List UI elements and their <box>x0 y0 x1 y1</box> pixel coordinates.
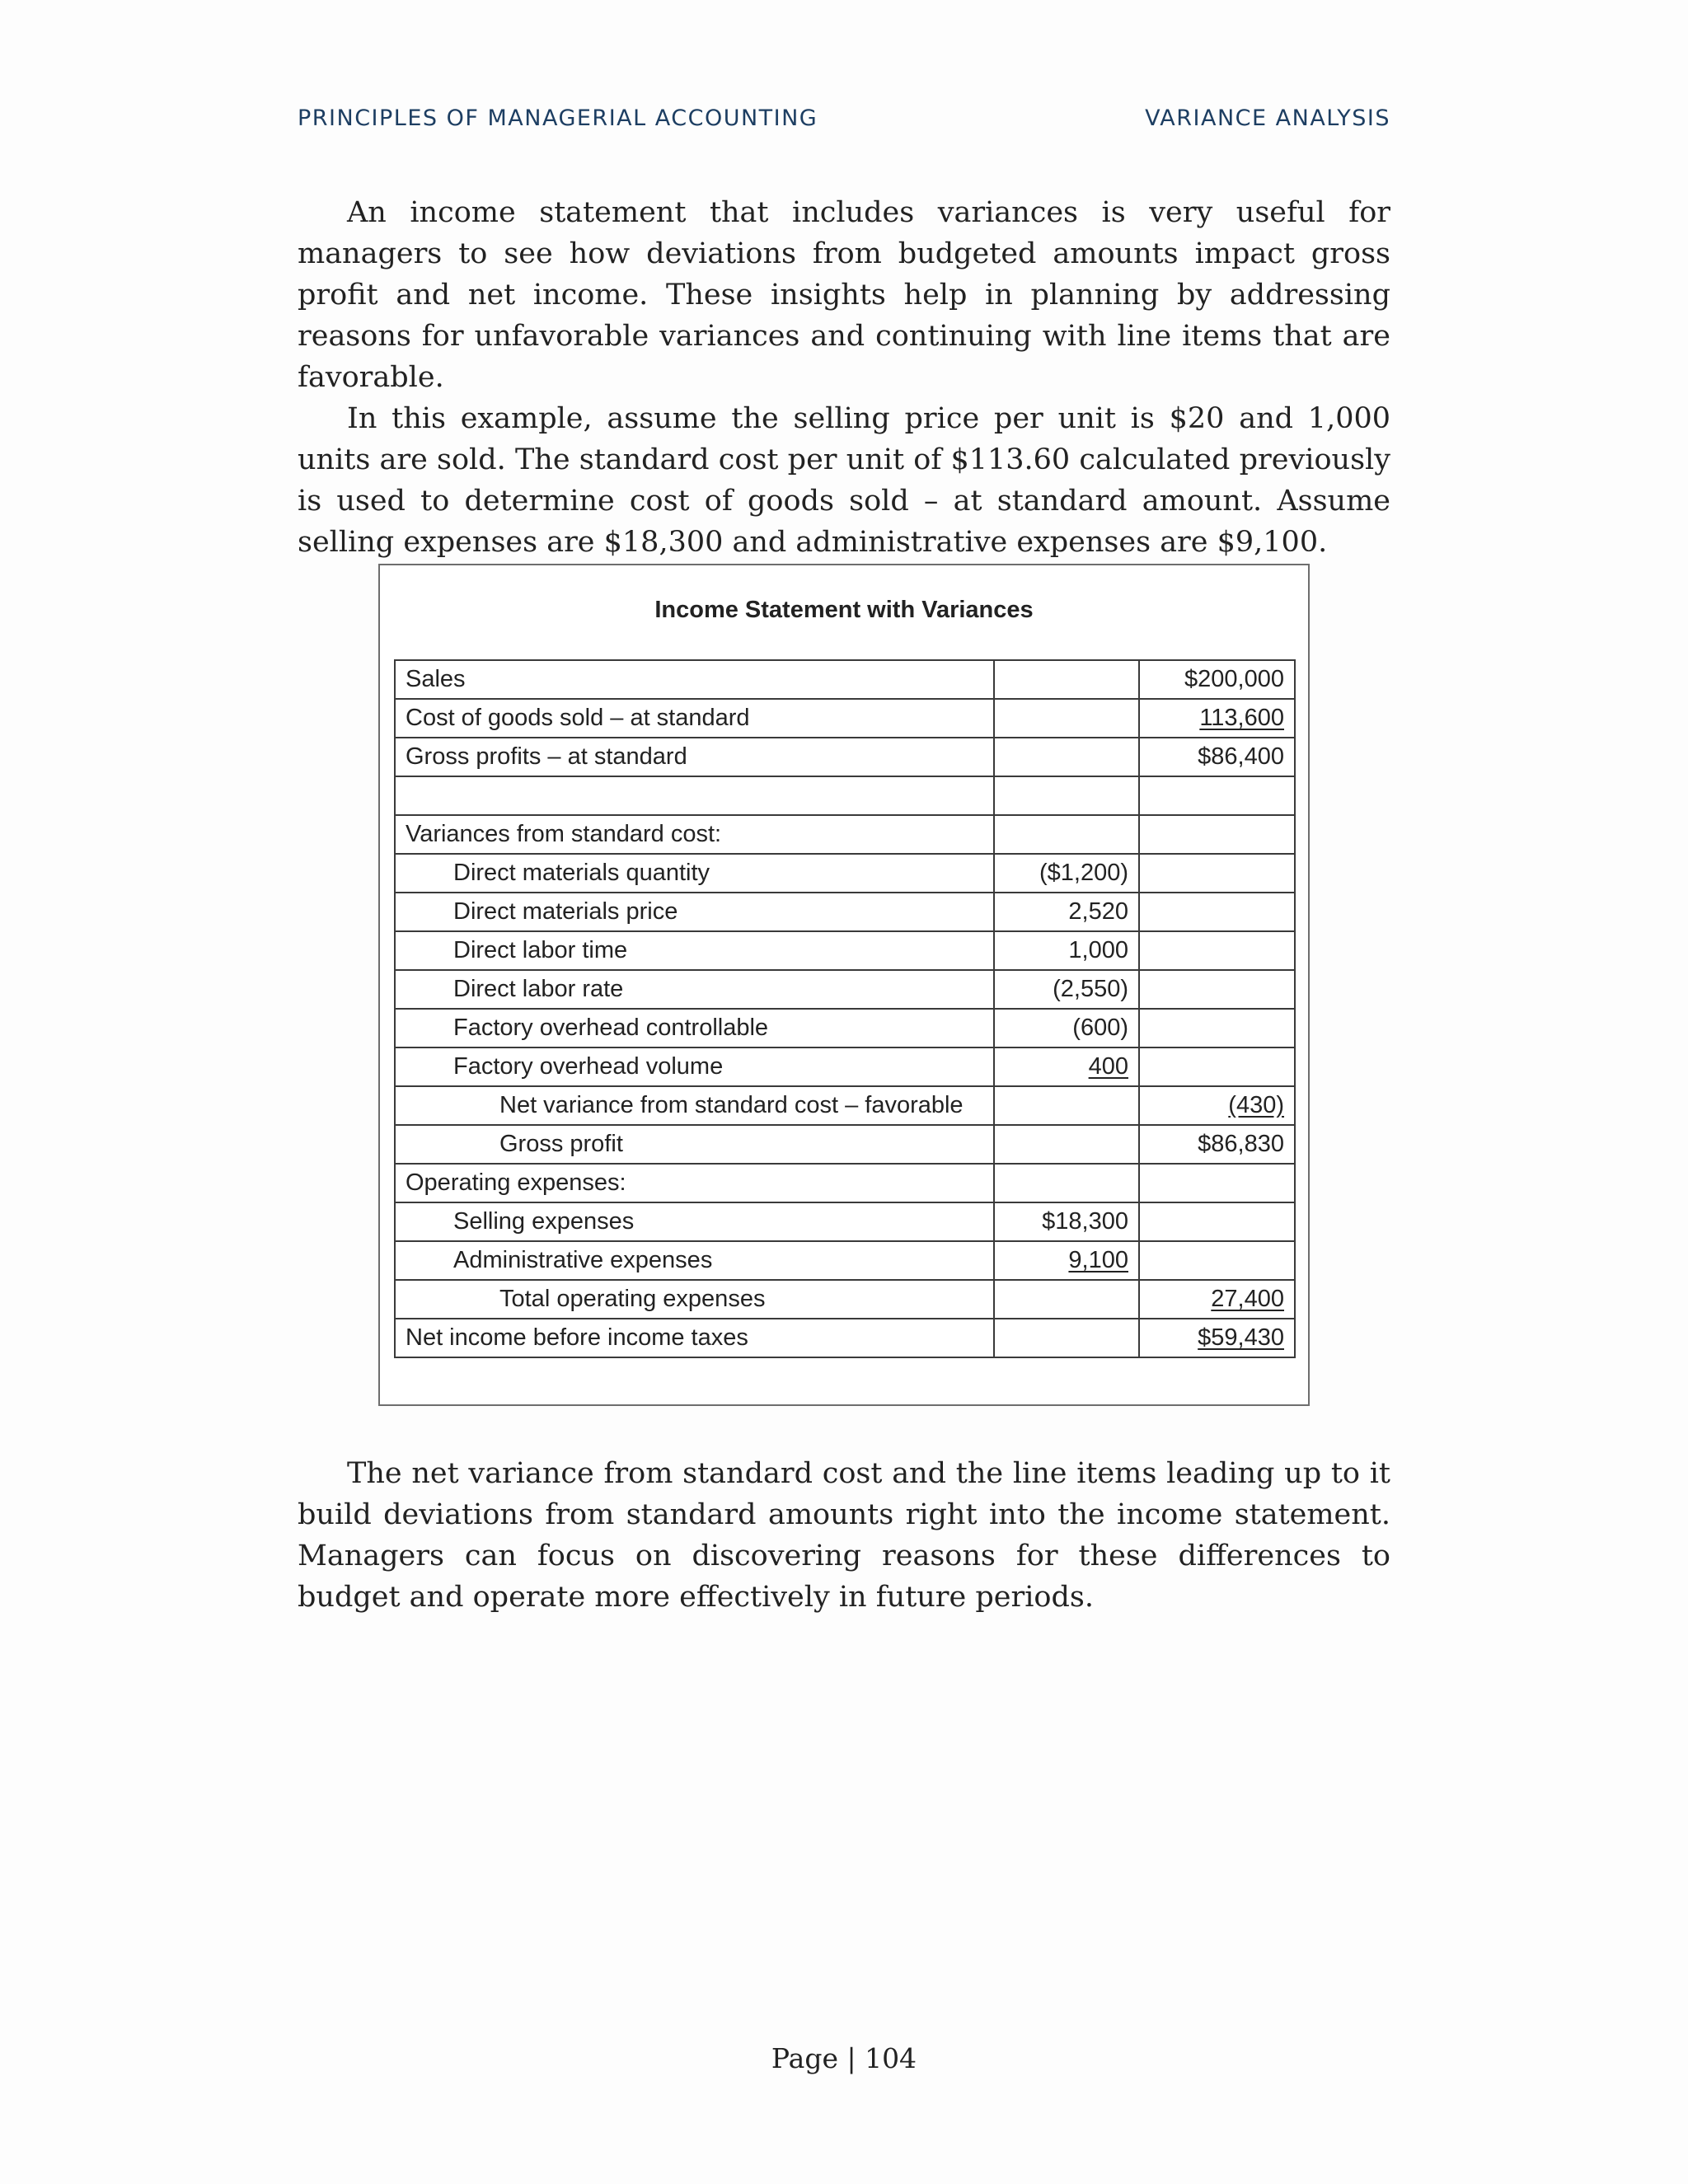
row-detail <box>994 1125 1139 1164</box>
table-row <box>395 970 1295 1009</box>
row-detail <box>994 815 1139 854</box>
row-total <box>1139 1047 1295 1086</box>
table-row <box>395 1125 1295 1164</box>
row-label: Total operating expenses <box>395 1280 994 1319</box>
row-label: Selling expenses <box>395 1202 994 1241</box>
row-total <box>1139 1086 1295 1125</box>
row-detail <box>994 699 1139 738</box>
row-total <box>1139 699 1295 738</box>
row-detail <box>994 776 1139 815</box>
table-row <box>395 1009 1295 1047</box>
row-total <box>1139 815 1295 854</box>
row-total: $200,000 <box>1139 660 1295 699</box>
row-total <box>1139 854 1295 893</box>
income-statement-table <box>394 659 1296 1358</box>
table-row <box>395 854 1295 893</box>
underlined-value: $59,430 <box>1198 1324 1284 1351</box>
row-detail: 2,520 <box>994 893 1139 931</box>
underlined-value: 113,600 <box>1199 705 1284 731</box>
row-label: Gross profit <box>395 1125 994 1164</box>
table-row <box>395 1086 1295 1125</box>
row-detail: $18,300 <box>994 1202 1139 1241</box>
row-detail <box>994 1280 1139 1319</box>
row-total <box>1139 776 1295 815</box>
page-number: Page | 104 <box>771 2042 917 2074</box>
row-detail <box>994 1047 1139 1086</box>
row-total <box>1139 1009 1295 1047</box>
row-detail <box>994 1086 1139 1125</box>
running-header <box>298 105 1390 138</box>
row-total: $86,830 <box>1139 1125 1295 1164</box>
row-label: Sales <box>395 660 994 699</box>
row-detail <box>994 1164 1139 1202</box>
underlined-value: 27,400 <box>1211 1286 1284 1312</box>
underlined-value: (430) <box>1228 1092 1284 1118</box>
row-label: Variances from standard cost: <box>395 815 994 854</box>
table-row <box>395 893 1295 931</box>
row-total <box>1139 1241 1295 1280</box>
closing-text <box>298 1453 1390 1618</box>
statement-title: Income Statement with Variances <box>654 597 1034 623</box>
row-total <box>1139 931 1295 970</box>
income-statement-figure <box>378 564 1310 1406</box>
row-total <box>1139 1319 1295 1357</box>
chapter-title: VARIANCE ANALYSIS <box>1145 105 1390 131</box>
closing-paragraph: The net variance from standard cost and the line items leading up to it build deviations from standard amounts right into the income statement. Managers can focus on discovering reasons for these differences to budget and operate more effectively in future periods. <box>298 1457 1390 1614</box>
row-label: Net variance from standard cost – favorable <box>395 1086 994 1125</box>
row-label: Gross profits – at standard <box>395 738 994 776</box>
row-detail: ($1,200) <box>994 854 1139 893</box>
table-row <box>395 699 1295 738</box>
intro-paragraph-1: An income statement that includes variances is very useful for managers to see how deviations from budgeted amounts impact gross profit and net income. These insights help in planning by addressing reasons for unfavorable variances and continuing with line items that are favorable. <box>298 196 1390 394</box>
row-label: Factory overhead controllable <box>395 1009 994 1047</box>
intro-text <box>298 192 1390 563</box>
row-label: Direct materials price <box>395 893 994 931</box>
row-detail: 1,000 <box>994 931 1139 970</box>
row-detail <box>994 738 1139 776</box>
table-row <box>395 660 1295 699</box>
underlined-value: 9,100 <box>1068 1247 1128 1273</box>
table-row <box>395 1280 1295 1319</box>
table-row <box>395 738 1295 776</box>
table-row <box>395 815 1295 854</box>
row-detail: (2,550) <box>994 970 1139 1009</box>
table-row <box>395 1241 1295 1280</box>
row-total: $86,400 <box>1139 738 1295 776</box>
underlined-value: 400 <box>1088 1053 1128 1080</box>
table-row <box>395 1319 1295 1357</box>
row-label: Factory overhead volume <box>395 1047 994 1086</box>
row-detail: (600) <box>994 1009 1139 1047</box>
row-detail <box>994 660 1139 699</box>
row-total <box>1139 1202 1295 1241</box>
table-row <box>395 1164 1295 1202</box>
row-label: Direct labor time <box>395 931 994 970</box>
row-total <box>1139 893 1295 931</box>
table-row <box>395 1202 1295 1241</box>
row-label: Cost of goods sold – at standard <box>395 699 994 738</box>
row-label: Net income before income taxes <box>395 1319 994 1357</box>
row-label: Operating expenses: <box>395 1164 994 1202</box>
row-label: Direct materials quantity <box>395 854 994 893</box>
row-total <box>1139 970 1295 1009</box>
book-title: PRINCIPLES OF MANAGERIAL ACCOUNTING <box>298 105 818 131</box>
row-total <box>1139 1164 1295 1202</box>
table-row <box>395 1047 1295 1086</box>
intro-paragraph-2: In this example, assume the selling price per unit is $20 and 1,000 units are sold. The standard cost per unit of $113.60 calculated previously is used to determine cost of goods sold – at standard amount. Assume selling expenses are $18,300 and administrative expenses are $9,100. <box>298 402 1390 559</box>
row-label <box>395 776 994 815</box>
row-detail <box>994 1319 1139 1357</box>
table-row <box>395 776 1295 815</box>
row-total <box>1139 1280 1295 1319</box>
table-row <box>395 931 1295 970</box>
row-label: Direct labor rate <box>395 970 994 1009</box>
row-label: Administrative expenses <box>395 1241 994 1280</box>
row-detail <box>994 1241 1139 1280</box>
